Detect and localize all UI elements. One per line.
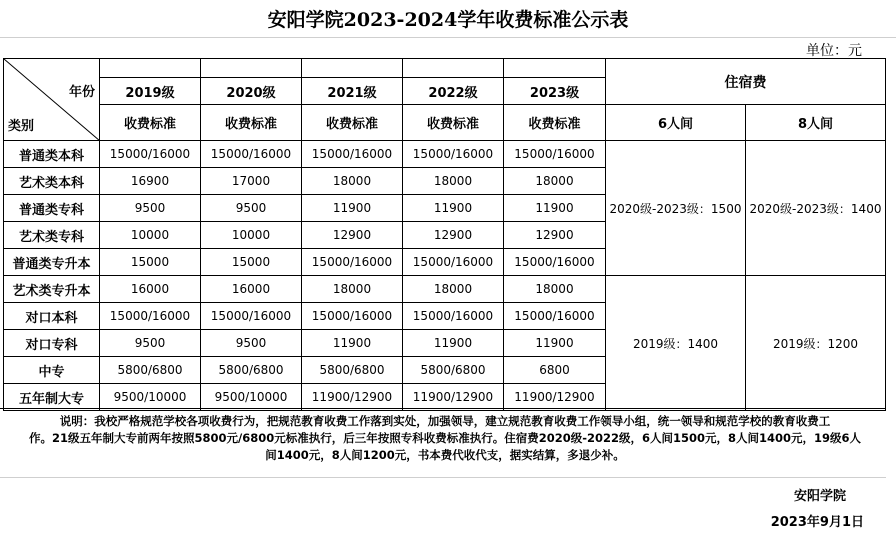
room8-header[interactable]: 8人间: [746, 105, 886, 141]
category-cell[interactable]: 普通类本科: [4, 141, 100, 168]
row-gridline: [0, 37, 896, 38]
fee-cell[interactable]: 18000: [302, 276, 403, 303]
fee-cell[interactable]: 15000/16000: [201, 303, 302, 330]
category-cell[interactable]: 普通类专升本: [4, 249, 100, 276]
year-header: 年份: [68, 85, 95, 100]
fee-cell[interactable]: 10000: [100, 222, 201, 249]
grade-header[interactable]: 2022级: [403, 78, 504, 105]
fee-cell[interactable]: 15000/16000: [504, 141, 606, 168]
fee-cell[interactable]: 15000/16000: [403, 303, 504, 330]
note-line: 作。21级五年制大专前两年按照5800元/6800元标准执行，后三年按照专科收费标准执行。住宿费2020级-2022级，6人间1500元，8人间1400元，19级6人: [28, 431, 862, 445]
page-title: 安阳学院2023-2024学年收费标准公示表: [267, 9, 629, 31]
grade-header[interactable]: 2019级: [100, 78, 201, 105]
fee-cell[interactable]: 6800: [504, 357, 606, 384]
fee-cell[interactable]: 12900: [302, 222, 403, 249]
lodging-cell[interactable]: 2020级-2023级：1400: [746, 141, 886, 276]
fee-cell[interactable]: 11900: [504, 195, 606, 222]
fee-standard-header[interactable]: 收费标准: [403, 105, 504, 141]
lodging-cell[interactable]: 2020级-2023级：1500: [606, 141, 746, 276]
fee-cell[interactable]: 15000/16000: [201, 141, 302, 168]
fee-cell[interactable]: 17000: [201, 168, 302, 195]
fee-cell[interactable]: 16000: [100, 276, 201, 303]
note-line: 间1400元，8人间1200元，书本费代收代支，据实结算，多退少补。: [265, 448, 625, 462]
fee-cell[interactable]: 15000/16000: [302, 303, 403, 330]
fee-cell[interactable]: 11900/12900: [403, 384, 504, 411]
empty-cell[interactable]: [100, 59, 201, 78]
lodging-header[interactable]: 住宿费: [606, 59, 886, 105]
fee-cell[interactable]: 15000/16000: [403, 141, 504, 168]
fee-standard-header[interactable]: 收费标准: [100, 105, 201, 141]
fee-cell[interactable]: 15000: [100, 249, 201, 276]
lodging-cell[interactable]: 2019级：1400: [606, 276, 746, 411]
category-cell[interactable]: 艺术类专升本: [4, 276, 100, 303]
category-cell[interactable]: 艺术类本科: [4, 168, 100, 195]
fee-cell[interactable]: 9500/10000: [201, 384, 302, 411]
category-cell[interactable]: 五年制大专: [4, 384, 100, 411]
grade-header[interactable]: 2023级: [504, 78, 606, 105]
fee-cell[interactable]: 9500: [201, 330, 302, 357]
category-header: 类别: [8, 119, 35, 134]
fee-cell[interactable]: 15000/16000: [302, 249, 403, 276]
category-cell[interactable]: 普通类专科: [4, 195, 100, 222]
fee-cell[interactable]: 9500: [201, 195, 302, 222]
note-top-border: [0, 408, 886, 409]
note-line: 说明：我校严格规范学校各项收费行为，把规范教育收费工作落到实处，加强领导，建立规范教育收费工作领导小组，统一领导和规范学校的教育收费工: [59, 414, 831, 428]
fee-cell[interactable]: 11900: [403, 195, 504, 222]
lodging-cell[interactable]: 2019级：1200: [746, 276, 886, 411]
row-gridline: [0, 477, 886, 478]
fee-cell[interactable]: 16000: [201, 276, 302, 303]
fee-cell[interactable]: 9500: [100, 330, 201, 357]
empty-cell[interactable]: [403, 59, 504, 78]
fee-standard-header[interactable]: 收费标准: [504, 105, 606, 141]
fee-cell[interactable]: 11900: [302, 330, 403, 357]
room6-header[interactable]: 6人间: [606, 105, 746, 141]
grade-header[interactable]: 2021级: [302, 78, 403, 105]
category-cell[interactable]: 中专: [4, 357, 100, 384]
header-diagonal-cell[interactable]: [4, 59, 100, 141]
fee-cell[interactable]: 15000: [201, 249, 302, 276]
fee-table: [3, 58, 886, 411]
category-cell[interactable]: 对口本科: [4, 303, 100, 330]
fee-cell[interactable]: 18000: [302, 168, 403, 195]
fee-cell[interactable]: 15000/16000: [504, 303, 606, 330]
unit-label: 单位：元: [806, 43, 862, 59]
fee-cell[interactable]: 18000: [403, 168, 504, 195]
fee-cell[interactable]: 11900: [504, 330, 606, 357]
fee-cell[interactable]: 15000/16000: [403, 249, 504, 276]
empty-cell[interactable]: [302, 59, 403, 78]
fee-cell[interactable]: 15000/16000: [504, 249, 606, 276]
fee-cell[interactable]: 15000/16000: [302, 141, 403, 168]
grade-header[interactable]: 2020级: [201, 78, 302, 105]
fee-cell[interactable]: 5800/6800: [201, 357, 302, 384]
fee-cell[interactable]: 16900: [100, 168, 201, 195]
fee-cell[interactable]: 9500/10000: [100, 384, 201, 411]
explanation-note[interactable]: [5, 413, 885, 464]
fee-standard-header[interactable]: 收费标准: [302, 105, 403, 141]
fee-cell[interactable]: 5800/6800: [302, 357, 403, 384]
fee-cell[interactable]: 10000: [201, 222, 302, 249]
signature: 安阳学院: [793, 489, 846, 504]
fee-cell[interactable]: 5800/6800: [403, 357, 504, 384]
issue-date: 2023年9月1日: [770, 515, 864, 530]
fee-cell[interactable]: 18000: [403, 276, 504, 303]
fee-cell[interactable]: 12900: [403, 222, 504, 249]
fee-cell[interactable]: 11900: [302, 195, 403, 222]
category-cell[interactable]: 对口专科: [4, 330, 100, 357]
fee-cell[interactable]: 12900: [504, 222, 606, 249]
fee-cell[interactable]: 18000: [504, 168, 606, 195]
fee-standard-header[interactable]: 收费标准: [201, 105, 302, 141]
fee-cell[interactable]: 11900/12900: [504, 384, 606, 411]
fee-cell[interactable]: 9500: [100, 195, 201, 222]
empty-cell[interactable]: [201, 59, 302, 78]
empty-cell[interactable]: [504, 59, 606, 78]
fee-cell[interactable]: 5800/6800: [100, 357, 201, 384]
fee-cell[interactable]: 18000: [504, 276, 606, 303]
fee-cell[interactable]: 15000/16000: [100, 303, 201, 330]
fee-cell[interactable]: 15000/16000: [100, 141, 201, 168]
category-cell[interactable]: 艺术类专科: [4, 222, 100, 249]
fee-cell[interactable]: 11900/12900: [302, 384, 403, 411]
fee-cell[interactable]: 11900: [403, 330, 504, 357]
